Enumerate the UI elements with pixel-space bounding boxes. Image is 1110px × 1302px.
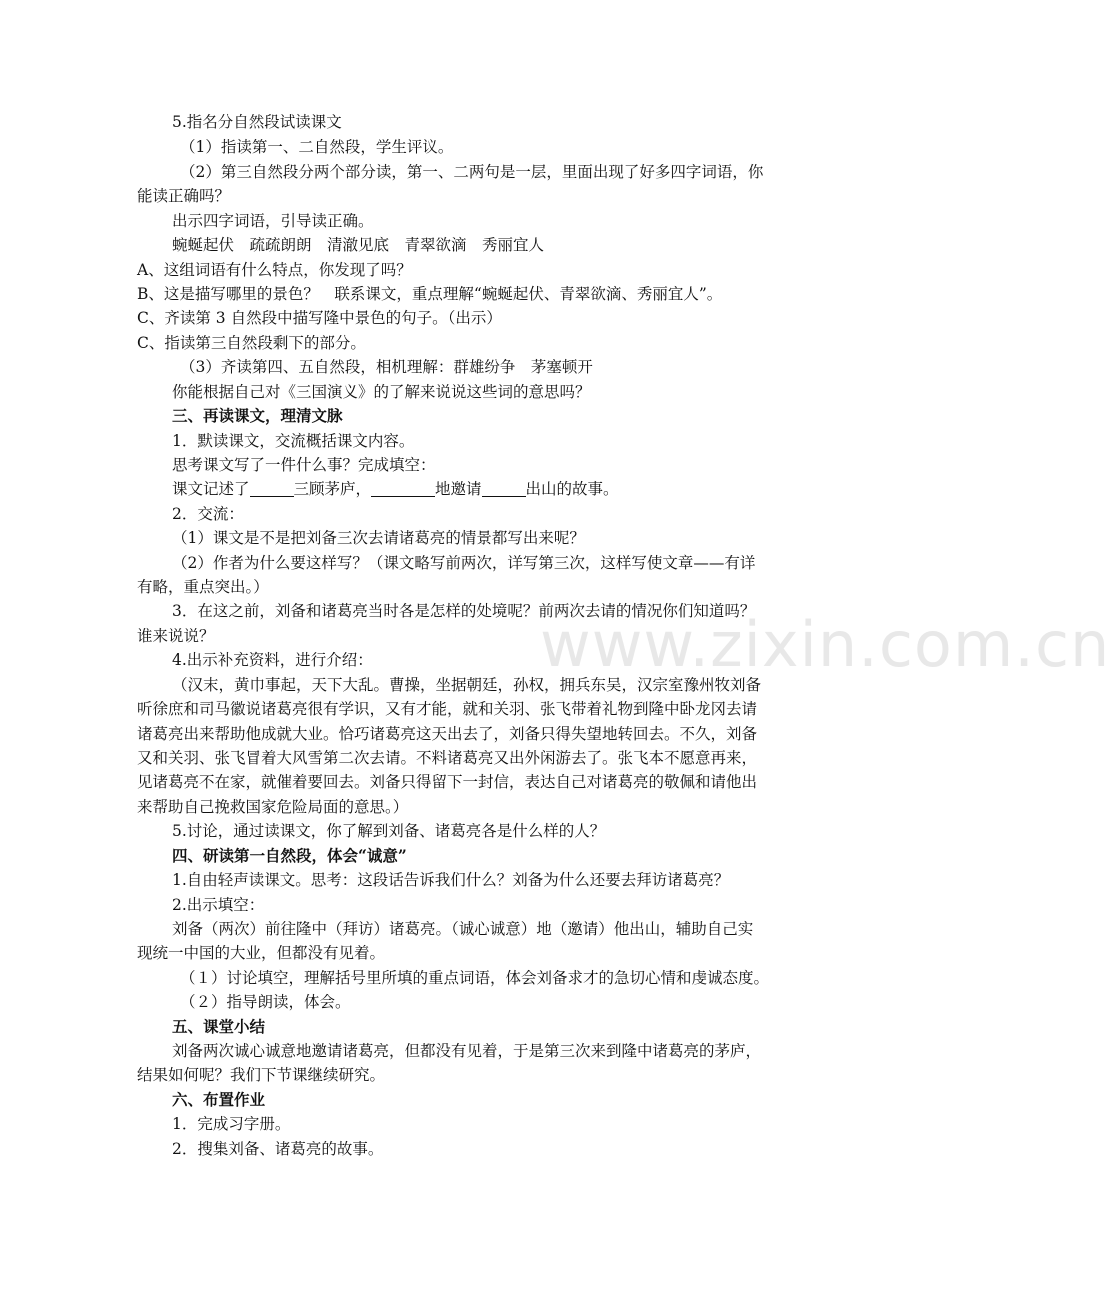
text-line: 刘备（两次）前往隆中（拜访）诸葛亮。（诚心诚意）地（邀请）他出山，辅助自己实 bbox=[172, 920, 754, 938]
text-fragment: 课文记述了 bbox=[172, 480, 250, 498]
text-line: 谁来说说？ bbox=[137, 627, 215, 645]
text-fragment: 地邀请 bbox=[435, 480, 482, 498]
section-5-heading: 五、课堂小结 bbox=[172, 1017, 266, 1036]
step-5-heading: 5.指名分自然段试读课文 bbox=[172, 113, 342, 131]
section-4-heading: 四、研读第一自然段，体会“诚意” bbox=[172, 846, 407, 865]
text-line: B、这是描写哪里的景色？ 联系课文，重点理解“蜿蜒起伏、青翠欲滴、秀丽宜人”。 bbox=[137, 285, 723, 303]
text-line: 3．在这之前，刘备和诸葛亮当时各是怎样的处境呢？前两次去请的情况你们知道吗？ bbox=[172, 602, 756, 620]
text-line: 4.出示补充资料，进行介绍： bbox=[172, 651, 373, 669]
blank-field bbox=[371, 480, 435, 497]
text-line: 有略，重点突出。） bbox=[137, 578, 269, 596]
text-line: 2．交流： bbox=[172, 505, 244, 523]
text-line: （２）指导朗读，体会。 bbox=[180, 993, 351, 1011]
text-line: （汉末，黄巾事起，天下大乱。曹操，坐据朝廷，孙权，拥兵东吴，汉宗室豫州牧刘备 bbox=[172, 676, 762, 694]
word-list: 蜿蜒起伏 疏疏朗朗 清澈见底 青翠欲滴 秀丽宜人 bbox=[172, 236, 545, 254]
watermark: www.zixin.com.cn bbox=[540, 608, 1110, 681]
blank-field bbox=[482, 480, 526, 497]
text-line: 现统一中国的大业，但都没有见着。 bbox=[137, 944, 386, 962]
text-line: 1．默读课文，交流概括课文内容。 bbox=[172, 432, 415, 450]
text-line: 2．搜集刘备、诸葛亮的故事。 bbox=[172, 1140, 384, 1158]
text-line: 出示四字词语，引导读正确。 bbox=[172, 212, 374, 230]
text-line: （3）齐读第四、五自然段，相机理解：群雄纷争 茅塞顿开 bbox=[180, 358, 593, 376]
text-line: 1．完成习字册。 bbox=[172, 1115, 291, 1133]
text-fragment: 三顾茅庐， bbox=[293, 480, 372, 498]
text-line: 结果如何呢？我们下节课继续研究。 bbox=[137, 1066, 386, 1084]
text-line: （1）课文是不是把刘备三次去请诸葛亮的情景都写出来呢？ bbox=[172, 529, 585, 547]
text-line: 又和关羽、张飞冒着大风雪第二次去请。不料诸葛亮又出外闲游去了。张飞本不愿意再来， bbox=[137, 749, 758, 767]
text-line: 见诸葛亮不在家，就催着要回去。刘备只得留下一封信，表达自己对诸葛亮的敬佩和请他出 bbox=[137, 773, 758, 791]
text-line: C、指读第三自然段剩下的部分。 bbox=[137, 334, 366, 352]
text-line: 5.讨论，通过读课文，你了解到刘备、诸葛亮各是什么样的人？ bbox=[172, 822, 606, 840]
text-line: C、齐读第 3 自然段中描写隆中景色的句子。（出示） bbox=[137, 309, 502, 327]
text-line: 刘备两次诚心诚意地邀请诸葛亮，但都没有见着，于是第三次来到隆中诸葛亮的茅庐， bbox=[172, 1042, 762, 1060]
text-line: （1）指读第一、二自然段，学生评议。 bbox=[180, 138, 454, 156]
text-line: 1.自由轻声读课文。思考：这段话告诉我们什么？刘备为什么还要去拜访诸葛亮？ bbox=[172, 871, 730, 889]
text-line: 你能根据自己对《三国演义》的了解来说说这些词的意思吗？ bbox=[172, 383, 591, 401]
text-line: （2）作者为什么要这样写？（课文略写前两次，详写第三次，这样写使文章——有详 bbox=[172, 554, 756, 572]
section-3-heading: 三、再读课文，理清文脉 bbox=[172, 406, 343, 425]
fill-blank-line bbox=[0, 477, 1092, 501]
blank-field bbox=[250, 480, 294, 497]
text-line: 听徐庶和司马徽说诸葛亮很有学识，又有才能，就和关羽、张飞带着礼物到隆中卧龙冈去请 bbox=[137, 700, 758, 718]
text-line: 来帮助自己挽救国家危险局面的意思。） bbox=[137, 798, 409, 816]
text-line: A、这组词语有什么特点，你发现了吗？ bbox=[137, 261, 412, 279]
text-line: 诸葛亮出来帮助他成就大业。恰巧诸葛亮这天出去了，刘备只得失望地转回去。不久，刘备 bbox=[137, 725, 758, 743]
text-fragment: 出山的故事。 bbox=[525, 480, 619, 498]
section-6-heading: 六、布置作业 bbox=[172, 1090, 266, 1109]
text-line: 思考课文写了一件什么事？完成填空： bbox=[172, 456, 436, 474]
text-line: （2）第三自然段分两个部分读，第一、二两句是一层，里面出现了好多四字词语，你 bbox=[180, 163, 764, 181]
text-line: 能读正确吗？ bbox=[137, 187, 231, 205]
text-line: （１）讨论填空，理解括号里所填的重点词语，体会刘备求才的急切心情和虔诚态度。 bbox=[180, 969, 770, 987]
text-line: 2.出示填空： bbox=[172, 896, 265, 914]
